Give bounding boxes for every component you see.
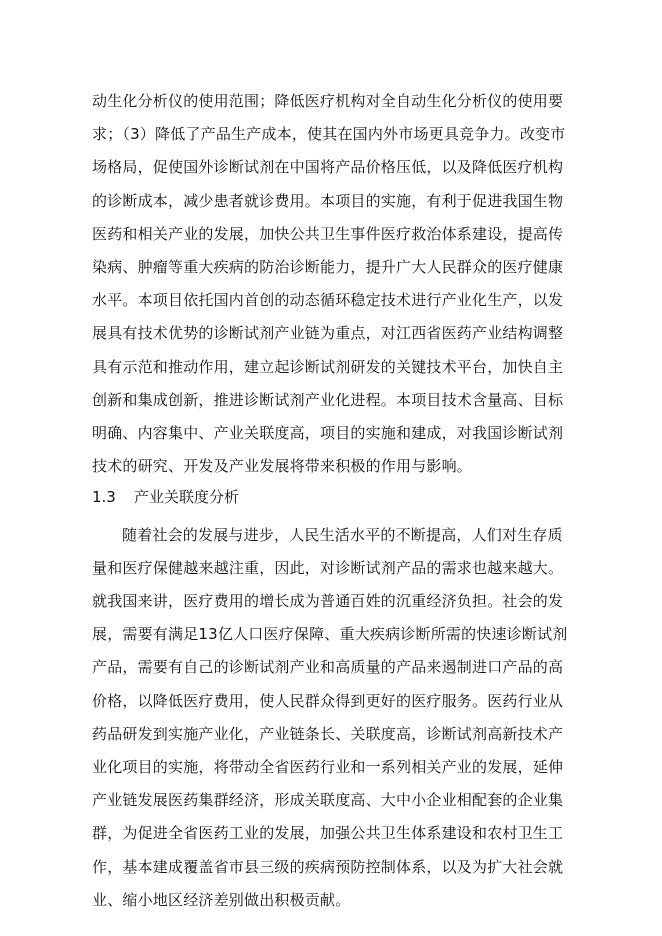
paragraph-2-line: 药品研发到实施产业化，产业链条长、关联度高，诊断试剂高新技术产 (92, 724, 564, 743)
paragraph-1-line: 场格局，促使国外诊断试剂在中国将产品价格压低，以及降低医疗机构 (92, 158, 564, 177)
paragraph-2-line: 展，需要有满足13亿人口医疗保障、重大疾病诊断所需的快速诊断试剂 (92, 625, 568, 644)
paragraph-1-line: 展具有技术优势的诊断试剂产业链为重点，对江西省医药产业结构调整 (92, 324, 564, 343)
section-heading (92, 488, 239, 506)
section-number: 1.3 (92, 488, 116, 507)
paragraph-2-line: 业化项目的实施，将带动全省医药行业和一系列相关产业的发展，延伸 (92, 758, 564, 776)
paragraph-2-line: 产业链发展医药集群经济，形成关联度高、大中小企业相配套的企业集 (92, 791, 564, 810)
paragraph-2-line: 群，为促进全省医药工业的发展，加强公共卫生体系建设和农村卫生工 (92, 824, 564, 843)
paragraph-1-line: 求；（3）降低了产品生产成本，使其在国内外市场更具竞争力。改变市 (92, 125, 566, 144)
paragraph-1-line: 水平。本项目依托国内首创的动态循环稳定技术进行产业化生产，以发 (92, 291, 564, 310)
paragraph-1-line: 医药和相关产业的发展，加快公共卫生事件医疗救治体系建设，提高传 (92, 224, 564, 243)
paragraph-1-line: 明确、内容集中、产业关联度高，项目的实施和建成，对我国诊断试剂 (92, 424, 564, 442)
paragraph-2-line: 价格，以降低医疗费用，使人民群众得到更好的医疗服务。医药行业从 (92, 691, 564, 710)
paragraph-2-line: 业、缩小地区经济差别做出积极贡献。 (92, 890, 351, 909)
paragraph-2-line: 量和医疗保健越来越注重，因此，对诊断试剂产品的需求也越来越大。 (92, 558, 564, 577)
paragraph-2-line: 随着社会的发展与进步，人民生活水平的不断提高，人们对生存质 (122, 525, 563, 544)
paragraph-2-line: 作，基本建成覆盖省市县三级的疾病预防控制体系，以及为扩大社会就 (92, 857, 564, 876)
paragraph-1-line: 染病、肿瘤等重大疾病的防治诊断能力，提升广大人民群众的医疗健康 (92, 258, 564, 276)
paragraph-1-line: 具有示范和推动作用，建立起诊断试剂研发的关键技术平台，加快自主 (92, 357, 564, 376)
paragraph-1-line: 的诊断成本，减少患者就诊费用。本项目的实施，有利于促进我国生物 (92, 191, 564, 210)
paragraph-2-line: 产品，需要有自己的诊断试剂产业和高质量的产品来遏制进口产品的高 (92, 658, 564, 677)
paragraph-1-line: 创新和集成创新，推进诊断试剂产业化进程。本项目技术含量高、目标 (92, 390, 564, 409)
paragraph-1-line: 动生化分析仪的使用范围；降低医疗机构对全自动生化分析仪的使用要 (92, 92, 564, 110)
section-title: 产业关联度分析 (134, 488, 240, 507)
paragraph-1-line: 技术的研究、开发及产业发展将带来积极的作用与影响。 (92, 457, 473, 476)
paragraph-2-line: 就我国来讲，医疗费用的增长成为普通百姓的沉重经济负担。社会的发 (92, 592, 564, 610)
